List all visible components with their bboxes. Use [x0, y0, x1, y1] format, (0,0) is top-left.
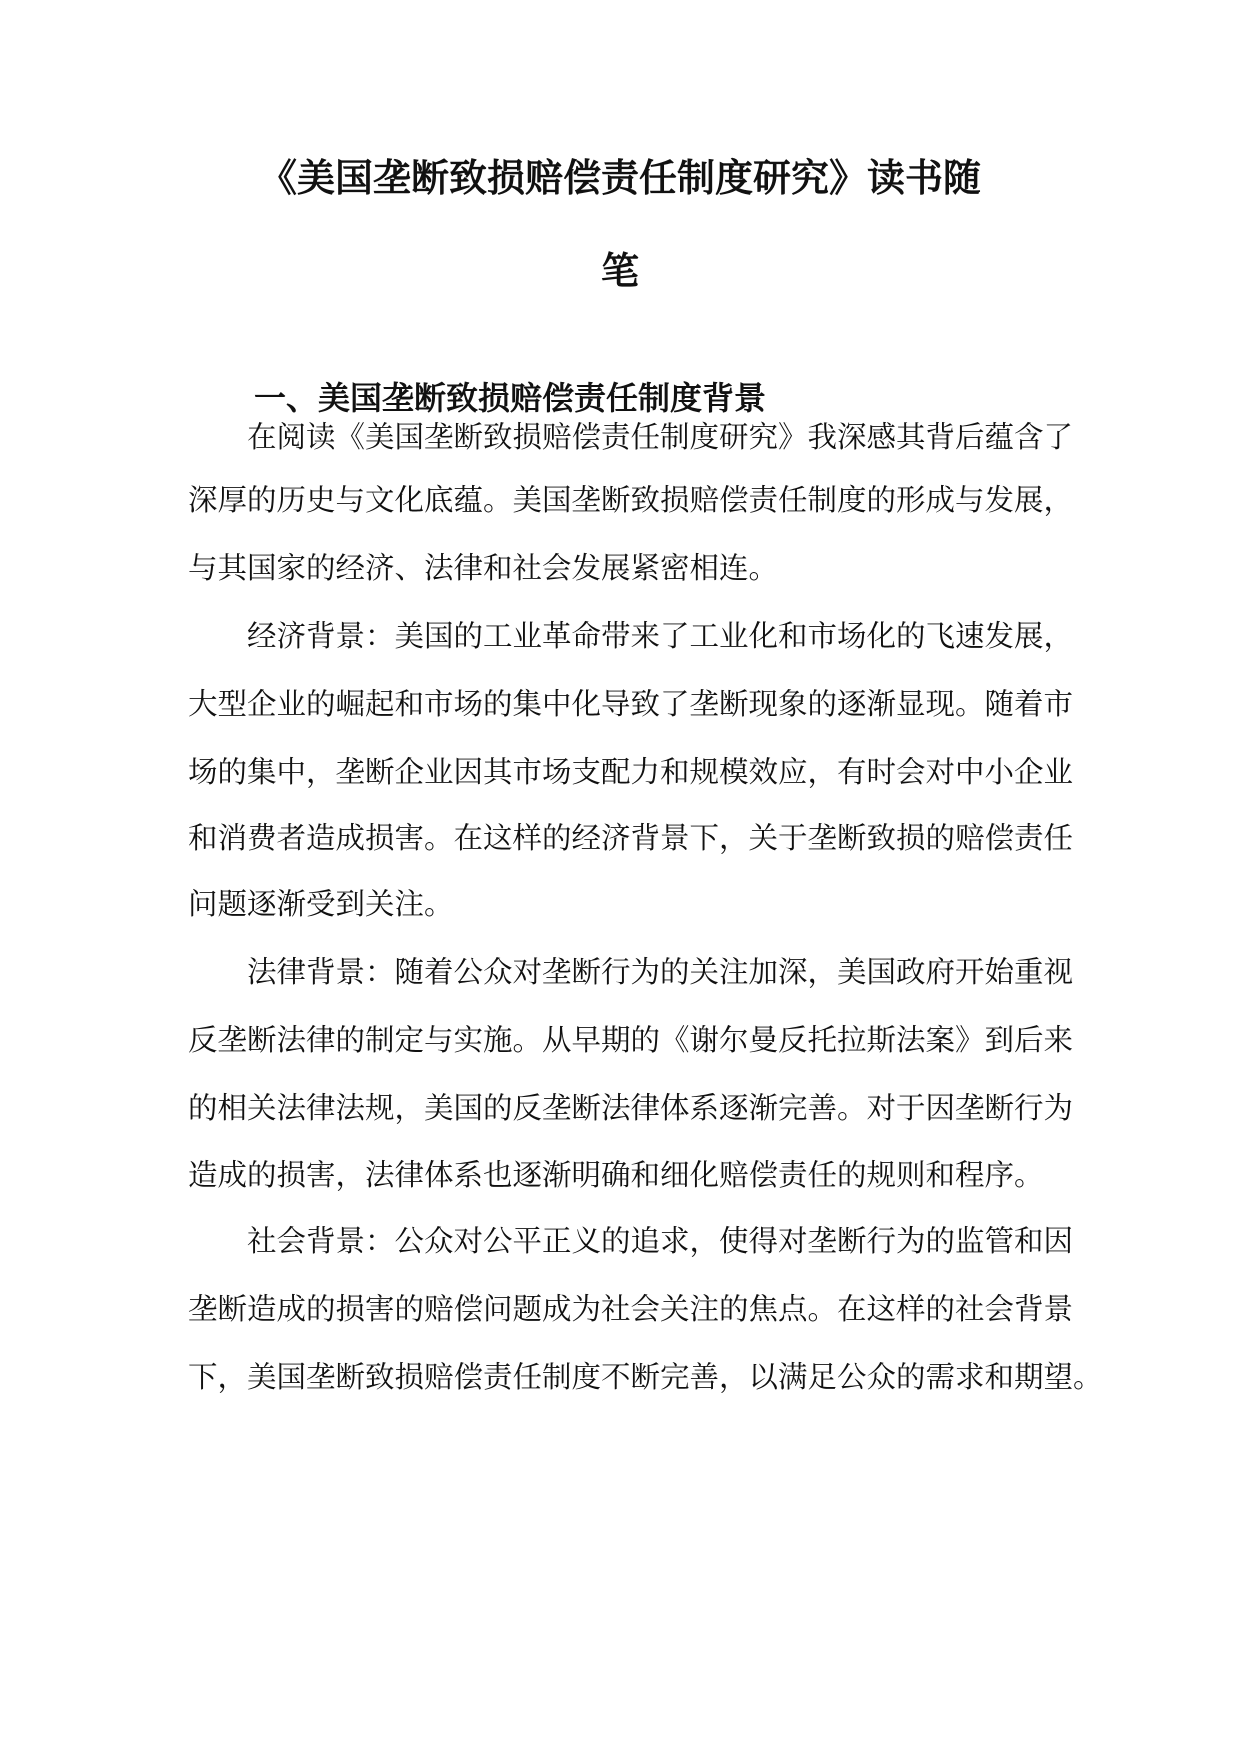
paragraph-1-line-2: 深厚的历史与文化底蕴。美国垄断致损赔偿责任制度的形成与发展，	[188, 483, 1074, 517]
paragraph-3-line-2: 反垄断法律的制定与实施。从早期的《谢尔曼反托拉斯法案》到后来	[188, 1023, 1074, 1057]
document-title-line-2: 笔	[600, 249, 639, 293]
paragraph-2-line-4: 和消费者造成损害。在这样的经济背景下，关于垄断致损的赔偿责任	[188, 821, 1074, 855]
paragraph-4-line-3: 下，美国垄断致损赔偿责任制度不断完善，以满足公众的需求和期望。	[188, 1360, 1103, 1394]
paragraph-1-line-1: 在阅读《美国垄断致损赔偿责任制度研究》我深感其背后蕴含了	[247, 420, 1074, 454]
paragraph-3-line-1: 法律背景：随着公众对垄断行为的关注加深，美国政府开始重视	[247, 955, 1074, 989]
paragraph-3-line-4: 造成的损害，法律体系也逐渐明确和细化赔偿责任的规则和程序。	[188, 1158, 1044, 1192]
paragraph-2-line-3: 场的集中，垄断企业因其市场支配力和规模效应，有时会对中小企业	[188, 755, 1074, 789]
paragraph-3-line-3: 的相关法律法规，美国的反垄断法律体系逐渐完善。对于因垄断行为	[188, 1091, 1074, 1125]
section-heading: 一、美国垄断致损赔偿责任制度背景	[254, 379, 767, 417]
paragraph-4-line-1: 社会背景：公众对公平正义的追求，使得对垄断行为的监管和因	[247, 1224, 1074, 1258]
document-title-line-1: 《美国垄断致损赔偿责任制度研究》读书随	[258, 156, 981, 200]
paragraph-2-line-5: 问题逐渐受到关注。	[188, 887, 454, 921]
paragraph-2-line-1: 经济背景：美国的工业革命带来了工业化和市场化的飞速发展，	[247, 619, 1074, 653]
paragraph-2-line-2: 大型企业的崛起和市场的集中化导致了垄断现象的逐渐显现。随着市	[188, 687, 1074, 721]
paragraph-1-line-3: 与其国家的经济、法律和社会发展紧密相连。	[188, 551, 779, 585]
paragraph-4-line-2: 垄断造成的损害的赔偿问题成为社会关注的焦点。在这样的社会背景	[188, 1292, 1074, 1326]
